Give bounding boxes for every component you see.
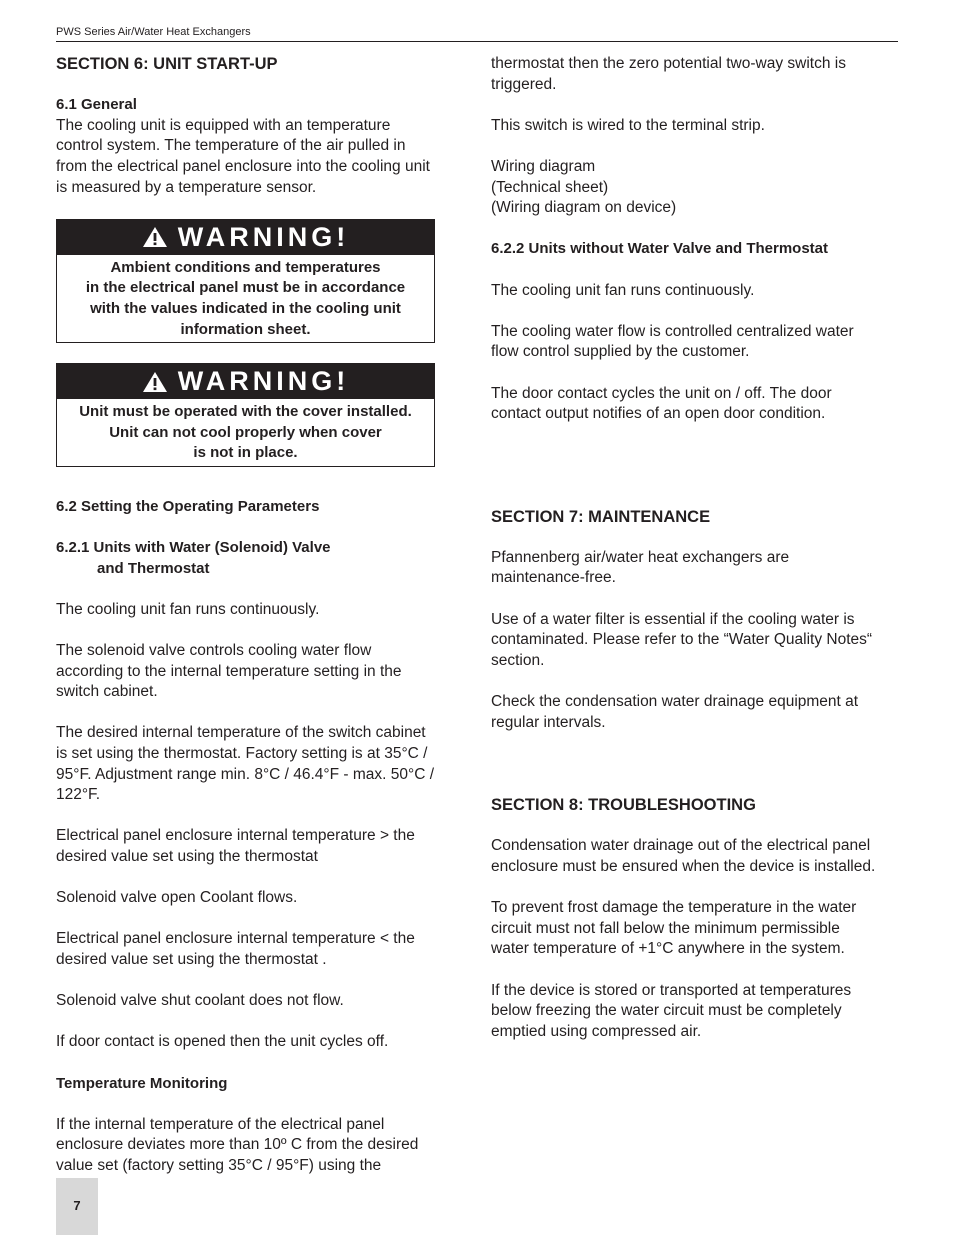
check-drainage-paragraph: Check the condensation water drainage equipment at regular intervals. [491,693,859,731]
general-heading: 6.1 General [56,96,137,114]
warning-text [57,255,434,342]
warning-triangle-icon [142,226,168,248]
freezing-paragraph: If the device is stored or transported at temperatures below freezing the water circuit must be completely emptied using compressed air. [491,981,852,1040]
heading-line: 6.2.1 Units with Water (Solenoid) Valve [56,539,331,557]
running-header: PWS Series Air/Water Heat Exchangers [56,26,898,42]
warning-title: WARNING! [177,221,350,252]
wiring-line: Wiring diagram [491,157,596,175]
condensation-paragraph: Condensation water drainage out of the electrical panel enclosure must be ensured when the device is installed. [491,837,876,875]
valve-shut-paragraph: Solenoid valve shut coolant does not flow. [56,992,344,1010]
valve-open-paragraph: Solenoid valve open Coolant flows. [56,889,298,907]
wiring-line: (Wiring diagram on device) [491,199,677,217]
frost-paragraph: To prevent frost damage the temperature in the water circuit must not fall below the minimum permissible water temperature of +1°C anywhere in the system. [491,899,857,958]
flow-controlled-paragraph: The cooling water flow is controlled centralized water flow control supplied by the customer. [491,322,854,361]
warning-line: Unit must be operated with the cover installed. [79,403,412,421]
warning-title: WARNING! [177,366,350,397]
general-paragraph: The cooling unit is equipped with an temperature control system. The temperature of the air pulled in from the electrical panel enclosure into the cooling unit is measured by a temperature sensor. [56,116,430,196]
temperature-monitoring-heading: Temperature Monitoring [56,1074,228,1092]
temperature-monitoring-paragraph: If the internal temperature of the electrical panel enclosure deviates more than 10º C from the desired value set (factory setting 35°C / 95°F) using the [56,1115,419,1174]
warning-header [57,220,434,255]
warning-box-ambient [56,219,435,343]
right-column [491,54,881,1063]
switch-wired-paragraph: This switch is wired to the terminal strip. [491,116,765,134]
page-number: 7 [56,1178,98,1235]
door-contact-paragraph: If door contact is opened then the unit cycles off. [56,1033,389,1051]
water-filter-paragraph: Use of a water filter is essential if the cooling water is contaminated. Please refer to the “Water Quality Notes“ section. [491,610,873,669]
warning-line: Ambient conditions and temperatures [110,258,381,276]
warning-triangle-icon [142,371,168,393]
section-8-title: SECTION 8: TROUBLESHOOTING [491,796,756,815]
door-cycles-paragraph: The door contact cycles the unit on / off. The door contact output notifies of an open door condition. [491,384,832,423]
warning-line: in the electrical panel must be in accordance [85,279,406,297]
warning-line: with the values indicated in the cooling unit [90,299,401,317]
warning-text [57,399,434,466]
units-with-valve-heading [56,538,440,579]
warning-line: is not in place. [193,444,298,462]
continued-paragraph: thermostat then the zero potential two-way switch is triggered. [491,55,846,93]
solenoid-controls-paragraph: The solenoid valve controls cooling water flow according to the internal temperature setting in the switch cabinet. [56,642,402,701]
section-7-title: SECTION 7: MAINTENANCE [491,507,711,526]
warning-box-cover [56,363,435,467]
units-without-valve-heading: 6.2.2 Units without Water Valve and Thermostat [491,240,829,258]
desired-temp-paragraph: The desired internal temperature of the switch cabinet is set using the thermostat. Factory setting is at 35°C / 95°F. Adjustment range min. 8°C / 46.4°F - max. 50°C / 122°F. [56,724,435,804]
warning-line: information sheet. [180,320,311,338]
heading-line: and Thermostat [97,559,210,577]
section-6-title: SECTION 6: UNIT START-UP [56,55,278,73]
fan-runs-paragraph: The cooling unit fan runs continuously. [491,281,755,299]
temp-less-paragraph: Electrical panel enclosure internal temperature < the desired value set using the thermostat . [56,930,415,968]
left-column [56,54,440,1197]
temp-greater-paragraph: Electrical panel enclosure internal temperature > the desired value set using the thermostat [56,827,415,865]
setting-parameters-heading: 6.2 Setting the Operating Parameters [56,497,320,515]
warning-line: Unit can not cool properly when cover [109,423,382,441]
wiring-line: (Technical sheet) [491,178,609,196]
warning-header [57,364,434,399]
wiring-diagram-paragraph [491,157,881,219]
maintenance-free-paragraph: Pfannenberg air/water heat exchangers are maintenance-free. [491,548,790,587]
fan-runs-paragraph: The cooling unit fan runs continuously. [56,600,320,618]
